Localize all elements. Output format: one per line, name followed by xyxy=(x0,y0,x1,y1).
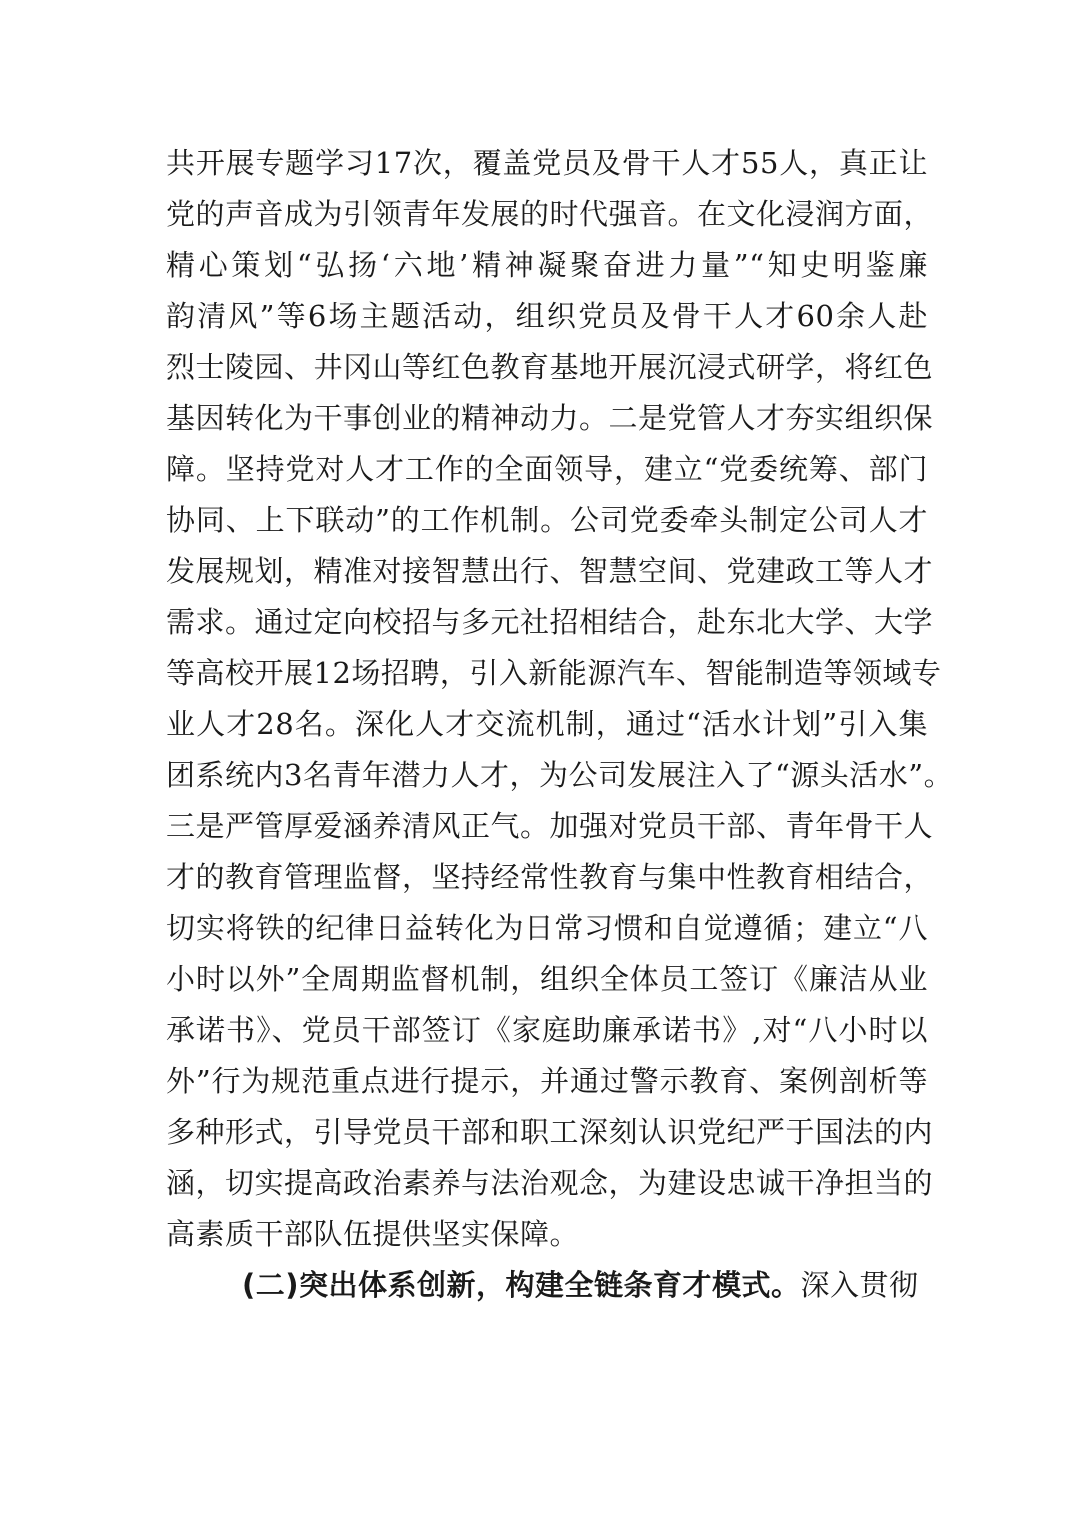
body-line-4: 韵清风”等6场主题活动，组织党员及骨干人才60余人赴 xyxy=(166,299,928,333)
body-line-7: 障。坚持党对人才工作的全面领导，建立“党委统筹、部门 xyxy=(166,452,928,486)
body-line-14: 三是严管厚爱涵养清风正气。加强对党员干部、青年骨干人 xyxy=(166,809,934,843)
body-line-2: 党的声音成为引领青年发展的时代强音。在文化浸润方面， xyxy=(166,197,934,231)
body-line-9: 发展规划，精准对接智慧出行、智慧空间、党建政工等人才 xyxy=(166,554,934,588)
body-line-18: 承诺书》、党员干部签订《家庭助廉承诺书》,对“八小时以 xyxy=(166,1013,928,1047)
section-heading-continuation: 深入贯彻 xyxy=(800,1268,919,1302)
body-line-8: 协同、上下联动”的工作机制。公司党委牵头制定公司人才 xyxy=(166,503,928,537)
body-line-17: 小时以外”全周期监督机制，组织全体员工签订《廉洁从业 xyxy=(166,962,928,996)
body-line-10: 需求。通过定向校招与多元社招相结合，赴东北大学、大学 xyxy=(166,605,934,639)
body-line-1: 共开展专题学习17次，覆盖党员及骨干人才55人，真正让 xyxy=(166,146,928,180)
body-line-12: 业人才28名。深化人才交流机制，通过“活水计划”引入集 xyxy=(166,707,928,741)
body-line-21: 涵，切实提高政治素养与法治观念，为建设忠诚干净担当的 xyxy=(166,1166,934,1200)
section-heading-bold: (二)突出体系创新，构建全链条育才模式。 xyxy=(242,1268,801,1302)
body-line-3: 精心策划“弘扬‘六地’精神凝聚奋进力量”“知史明鉴廉 xyxy=(166,248,928,282)
body-line-11: 等高校开展12场招聘，引入新能源汽车、智能制造等领域专 xyxy=(166,656,942,690)
body-line-6: 基因转化为干事创业的精神动力。二是党管人才夯实组织保 xyxy=(166,401,934,435)
body-line-20: 多种形式，引导党员干部和职工深刻认识党纪严于国法的内 xyxy=(166,1115,934,1149)
body-line-13: 团系统内3名青年潜力人才，为公司发展注入了“源头活水”。 xyxy=(166,758,954,792)
body-line-15: 才的教育管理监督，坚持经常性教育与集中性教育相结合， xyxy=(166,860,934,894)
document-body xyxy=(166,138,954,1311)
section-heading xyxy=(166,1260,928,1311)
body-line-19: 外”行为规范重点进行提示，并通过警示教育、案例剖析等 xyxy=(166,1064,928,1098)
body-line-5: 烈士陵园、井冈山等红色教育基地开展沉浸式研学，将红色 xyxy=(166,350,934,384)
body-line-22: 高素质干部队伍提供坚实保障。 xyxy=(166,1217,580,1251)
body-line-16: 切实将铁的纪律日益转化为日常习惯和自觉遵循；建立“八 xyxy=(166,911,928,945)
